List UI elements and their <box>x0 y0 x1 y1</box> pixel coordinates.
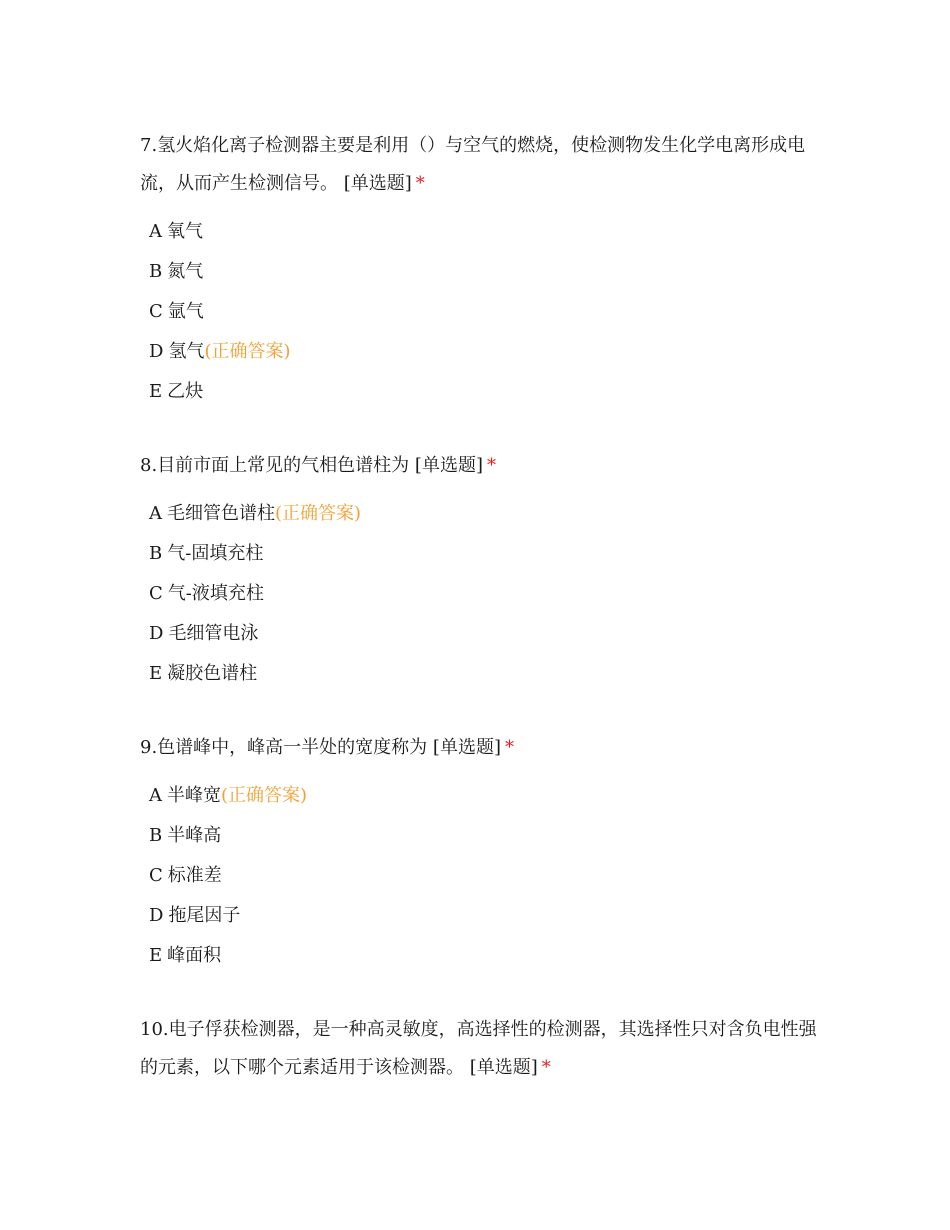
required-mark: * <box>541 1057 551 1078</box>
option-text: 氧气 <box>167 221 203 242</box>
required-mark: * <box>415 173 425 194</box>
option-a[interactable] <box>140 212 820 252</box>
question-number: 8. <box>140 455 158 476</box>
question-number: 9. <box>140 737 158 758</box>
correct-answer-mark: (正确答案) <box>275 503 362 524</box>
option-text: 峰面积 <box>167 945 222 966</box>
question-text: 目前市面上常见的气相色谱柱为 <box>157 455 410 476</box>
option-c[interactable] <box>140 292 820 332</box>
option-d[interactable] <box>140 614 820 654</box>
question-8 <box>140 447 820 694</box>
question-title <box>140 1011 820 1087</box>
question-number: 7. <box>140 135 158 156</box>
option-list <box>140 776 820 976</box>
option-letter: B <box>149 825 163 846</box>
option-letter: C <box>149 583 163 604</box>
option-text: 拖尾因子 <box>168 905 241 926</box>
option-b[interactable] <box>140 534 820 574</box>
required-mark: * <box>486 455 496 476</box>
question-type-label: [单选题] <box>432 737 501 758</box>
option-letter: D <box>149 623 164 644</box>
option-text: 标准差 <box>167 865 222 886</box>
option-text: 氮气 <box>167 261 204 282</box>
option-a[interactable] <box>140 494 820 534</box>
option-e[interactable] <box>140 654 820 694</box>
option-text: 毛细管色谱柱 <box>167 503 275 524</box>
option-text: 凝胶色谱柱 <box>167 663 258 684</box>
correct-answer-mark: (正确答案) <box>221 785 308 806</box>
option-d[interactable] <box>140 896 820 936</box>
option-letter: C <box>149 865 163 886</box>
option-d[interactable] <box>140 332 820 372</box>
option-b[interactable] <box>140 252 820 292</box>
question-text: 色谱峰中，峰高一半处的宽度称为 <box>157 737 428 758</box>
option-list <box>140 494 820 694</box>
option-letter: E <box>149 663 163 684</box>
question-text: 氢火焰化离子检测器主要是利用（）与空气的燃烧，使检测物发生化学电离形成电流，从而产生检测信号。 <box>140 135 806 194</box>
question-number: 10. <box>140 1019 169 1040</box>
option-letter: B <box>149 543 163 564</box>
option-list <box>140 212 820 412</box>
question-title <box>140 729 820 767</box>
option-text: 半峰高 <box>167 825 222 846</box>
option-text: 氩气 <box>167 301 204 322</box>
option-letter: B <box>149 261 163 282</box>
option-a[interactable] <box>140 776 820 816</box>
option-text: 半峰宽 <box>167 785 221 806</box>
option-letter: C <box>149 301 163 322</box>
option-text: 毛细管电泳 <box>168 623 259 644</box>
question-title <box>140 447 820 485</box>
option-c[interactable] <box>140 856 820 896</box>
option-c[interactable] <box>140 574 820 614</box>
option-b[interactable] <box>140 816 820 856</box>
option-e[interactable] <box>140 372 820 412</box>
option-letter: E <box>149 945 163 966</box>
option-text: 乙炔 <box>167 381 204 402</box>
question-title <box>140 127 820 203</box>
option-text: 氢气 <box>168 341 205 362</box>
correct-answer-mark: (正确答案) <box>204 341 291 362</box>
option-letter: A <box>149 785 162 806</box>
question-9 <box>140 729 820 976</box>
question-7 <box>140 127 820 412</box>
question-text: 电子俘获检测器，是一种高灵敏度，高选择性的检测器，其选择性只对含负电性强的元素，以下哪个元素适用于该检测器。 <box>140 1019 817 1078</box>
option-letter: A <box>149 221 162 242</box>
question-type-label: [单选题] <box>414 455 483 476</box>
option-e[interactable] <box>140 936 820 976</box>
question-10 <box>140 1011 820 1087</box>
option-letter: E <box>149 381 163 402</box>
option-letter: A <box>149 503 162 524</box>
option-letter: D <box>149 905 164 926</box>
option-text: 气-液填充柱 <box>167 583 264 604</box>
question-type-label: [单选题] <box>469 1057 538 1078</box>
option-letter: D <box>149 341 164 362</box>
required-mark: * <box>504 737 514 758</box>
option-text: 气-固填充柱 <box>167 543 264 564</box>
question-type-label: [单选题] <box>343 173 412 194</box>
